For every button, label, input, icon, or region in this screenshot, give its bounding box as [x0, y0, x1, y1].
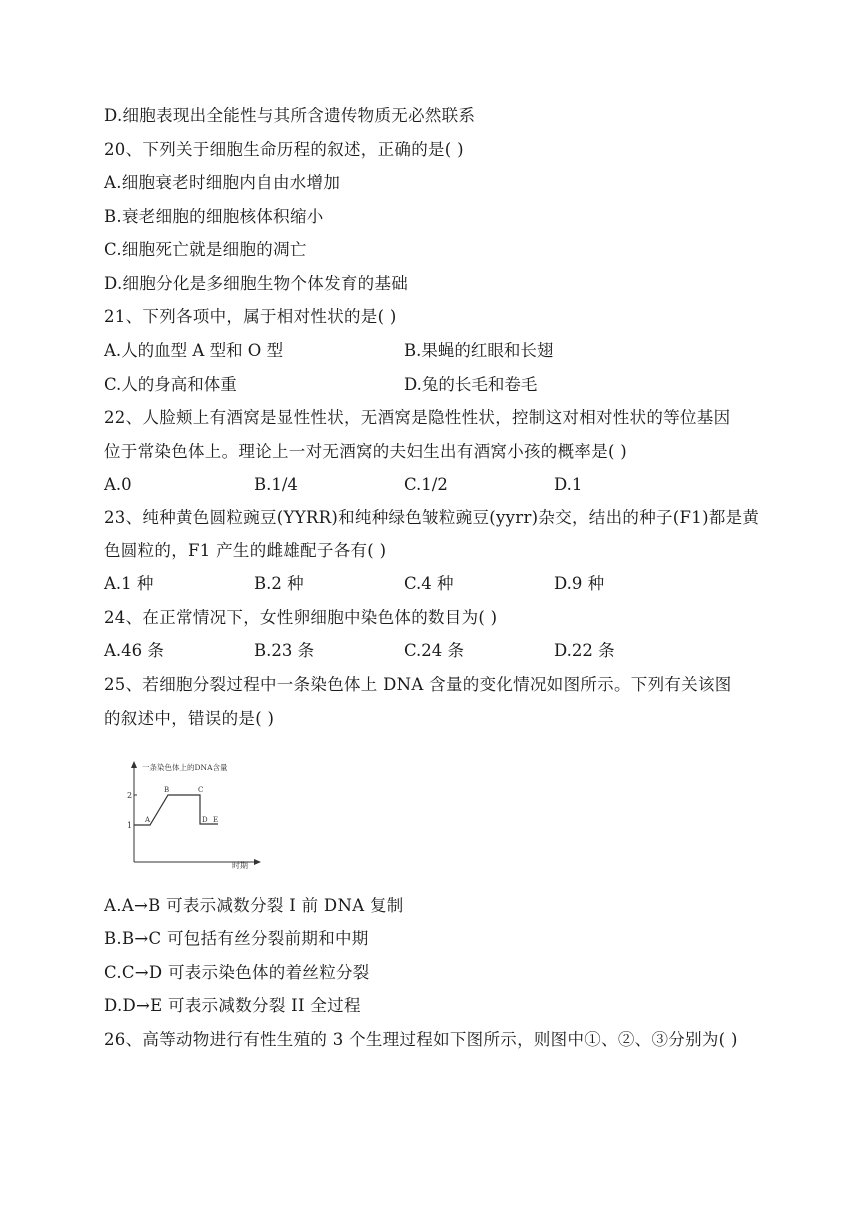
option-line: B.B→C 可包括有丝分裂前期和中期 — [104, 929, 369, 948]
y-tick-1: 1 — [127, 821, 133, 830]
option-line: A.A→B 可表示减数分裂 I 前 DNA 复制 — [104, 896, 404, 915]
point-e-label: E — [213, 816, 219, 824]
question-26: 26、高等动物进行有性生殖的 3 个生理过程如下图所示，则图中①、②、③分别为( ) — [104, 1030, 738, 1049]
x-axis-label: 时期 — [232, 861, 248, 870]
question-23-cont: 色圆粒的，F1 产生的雌雄配子各有( ) — [104, 541, 387, 560]
option-a: A.1 种 — [104, 574, 154, 593]
question-22: 22、人脸颊上有酒窝是显性性状，无酒窝是隐性性状，控制这对相对性状的等位基因 — [104, 408, 731, 427]
option-line: B.衰老细胞的细胞核体积缩小 — [104, 207, 324, 226]
option-c: C.人的身高和体重 — [104, 375, 237, 394]
option-a: A.0 — [104, 475, 132, 494]
option-line: D.细胞表现出全能性与其所含遗传物质无必然联系 — [104, 106, 476, 125]
option-b: B.1/4 — [254, 475, 298, 494]
point-d-label: D — [202, 816, 208, 824]
question-23: 23、纯种黄色圆粒豌豆(YYRR)和纯种绿色皱粒豌豆(yyrr)杂交，结出的种子(F1)都是黄 — [104, 508, 760, 527]
option-d: D.1 — [554, 475, 583, 494]
point-a-label: A — [145, 816, 151, 824]
question-20: 20、下列关于细胞生命历程的叙述，正确的是( ) — [104, 140, 464, 159]
point-b-label: B — [164, 786, 170, 794]
question-25: 25、若细胞分裂过程中一条染色体上 DNA 含量的变化情况如图所示。下列有关该图 — [104, 675, 732, 694]
option-b: B.2 种 — [254, 574, 304, 593]
option-line: A.细胞衰老时细胞内自由水增加 — [104, 173, 341, 192]
point-c-label: C — [198, 786, 204, 794]
option-d: D.22 条 — [554, 641, 615, 660]
y-axis-arrow — [131, 761, 137, 768]
x-axis-arrow — [254, 859, 261, 865]
y-axis-label: 一条染色体上的DNA含量 — [142, 763, 228, 772]
option-d: D.兔的长毛和卷毛 — [404, 375, 538, 394]
option-c: C.4 种 — [404, 574, 454, 593]
dna-content-figure — [118, 760, 268, 872]
option-line: C.C→D 可表示染色体的着丝粒分裂 — [104, 963, 370, 982]
option-a: A.人的血型 A 型和 O 型 — [104, 341, 284, 360]
option-c: C.1/2 — [404, 475, 448, 494]
option-b: B.23 条 — [254, 641, 315, 660]
question-24: 24、在正常情况下，女性卵细胞中染色体的数目为( ) — [104, 608, 498, 627]
option-line: D.细胞分化是多细胞生物个体发育的基础 — [104, 274, 409, 293]
question-22-cont: 位于常染色体上。理论上一对无酒窝的夫妇生出有酒窝小孩的概率是( ) — [104, 442, 628, 461]
option-a: A.46 条 — [104, 641, 164, 660]
question-21: 21、下列各项中，属于相对性状的是( ) — [104, 307, 397, 326]
option-line: C.细胞死亡就是细胞的凋亡 — [104, 240, 307, 259]
option-c: C.24 条 — [404, 641, 465, 660]
option-b: B.果蝇的红眼和长翅 — [404, 341, 554, 360]
question-25-cont: 的叙述中，错误的是( ) — [104, 709, 275, 728]
option-d: D.9 种 — [554, 574, 605, 593]
option-line: D.D→E 可表示减数分裂 II 全过程 — [104, 996, 361, 1015]
y-tick-2: 2 — [127, 791, 133, 800]
